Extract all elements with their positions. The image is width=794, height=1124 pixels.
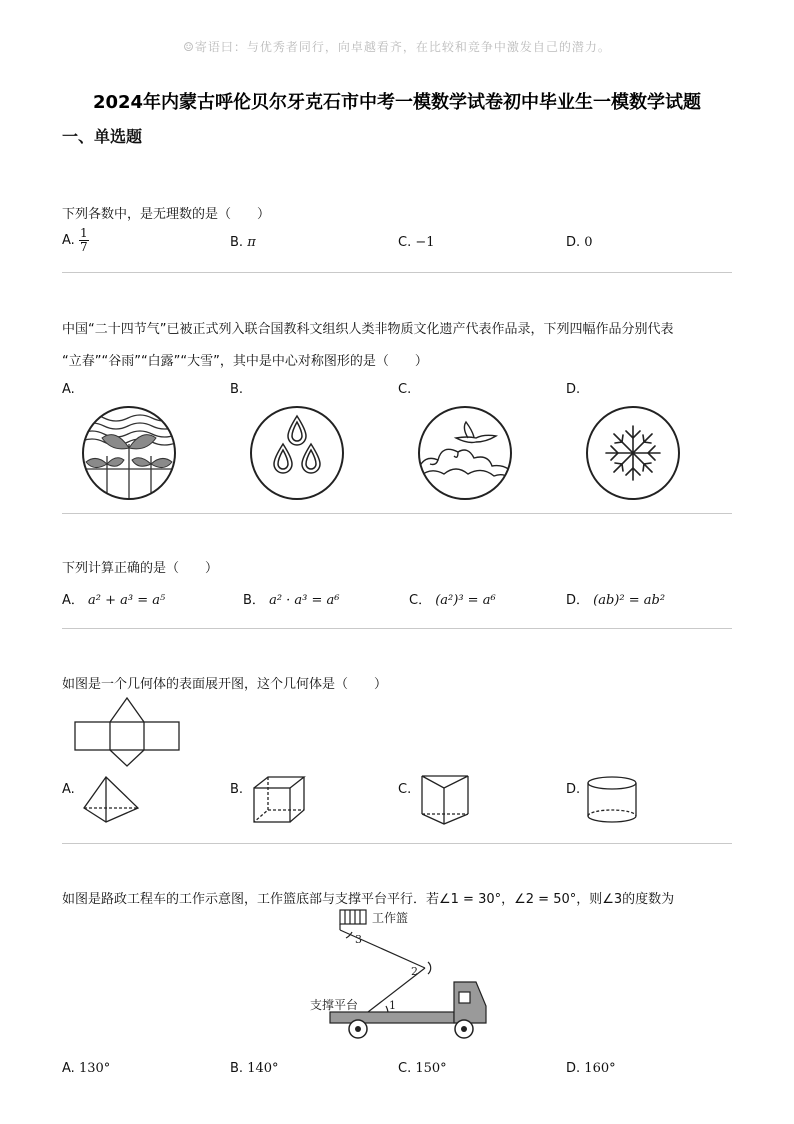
q1-option-a-label: A. [62,233,75,248]
q4-stem: 如图是一个几何体的表面展开图，这个几何体是（ ） [62,677,388,692]
label-platform: 支撑平台 [310,998,359,1012]
divider [62,513,732,514]
pyramid-icon[interactable] [80,774,144,828]
q5-option-c-label: C. [398,1061,412,1076]
q5-option-d-label: D. [566,1061,581,1076]
q5-option-a-value: 130° [78,1061,111,1076]
q1-option-c[interactable] [398,235,435,250]
q1-option-d-value: 0 [584,235,593,250]
q3-option-c-label: C． [409,593,432,608]
q1-option-a-fraction [79,227,89,254]
q2-option-c-label[interactable]: C. [398,382,412,397]
q5-option-c[interactable] [398,1061,447,1076]
q2-stem-line2: “立春”“谷雨”“白露”“大雪”，其中是中心对称图形的是（ ） [62,354,428,369]
q1-option-a[interactable] [62,227,89,254]
q3-option-b-label: B． [243,593,265,608]
q3-option-c[interactable] [409,589,496,608]
q3-option-c-expr: (a²)³ = a⁶ [435,593,496,608]
divider [62,272,732,273]
q3-option-d-expr: (ab)² = ab² [593,593,666,608]
q1-option-b-value: π [247,235,256,250]
label-basket: 工作篮 [372,911,409,925]
q2-stem-line1: 中国“二十四节气”已被正式列入联合国教科文组织人类非物质文化遗产代表作品录，下列四幅作品分别代表 [62,322,674,337]
q5-option-b-label: B. [230,1061,244,1076]
label-angle-2: 2 [411,965,418,978]
label-angle-3: 3 [355,933,362,946]
divider [62,628,732,629]
q1-option-b[interactable] [230,235,256,250]
q5-option-d[interactable] [566,1061,616,1076]
engineering-truck-diagram [300,906,500,1048]
q2-option-d-label[interactable]: D. [566,382,581,397]
cylinder-icon[interactable] [584,774,640,826]
q3-option-d-label: D． [566,593,590,608]
q5-option-d-value: 160° [584,1061,616,1076]
net-diagram [70,694,190,768]
q3-option-a-label: A． [62,593,84,608]
label-angle-1: 1 [389,999,396,1012]
cube-icon[interactable] [250,774,308,826]
q4-option-b-label[interactable]: B. [230,782,244,797]
q3-stem: 下列计算正确的是（ ） [62,561,219,576]
q3-option-b-expr: a² · a³ = a⁶ [269,593,340,608]
q2-option-a-label[interactable]: A. [62,382,75,397]
q3-option-b[interactable] [243,589,340,608]
q5-stem: 如图是路政工程车的工作示意图，工作篮底部与支撑平台平行．若∠1 = 30°，∠2 = 50°，则∠3的度数为 [62,892,675,907]
q4-option-c-label[interactable]: C. [398,782,412,797]
q1-option-a-denominator: 7 [79,240,88,254]
white-dew-bird-cloud-icon[interactable] [416,404,514,502]
q4-option-d-label[interactable]: D. [566,782,581,797]
q4-option-a-label[interactable]: A. [62,782,75,797]
q1-option-c-label: C. [398,235,412,250]
q3-option-d[interactable] [566,589,665,608]
page-title: 2024年内蒙古呼伦贝尔牙克石市中考一模数学试卷初中毕业生一模数学试题 [92,92,702,113]
q5-option-a-label: A. [62,1061,75,1076]
q1-option-b-label: B. [230,235,244,250]
page-motto: ☺寄语曰：与优秀者同行，向卓越看齐，在比较和竞争中激发自己的潜力。 [183,40,611,54]
grain-rain-drops-icon[interactable] [248,404,346,502]
q3-option-a[interactable] [62,589,165,608]
q1-option-d[interactable] [566,235,593,250]
divider [62,843,732,844]
q1-option-c-value: −1 [415,235,435,250]
q5-option-c-value: 150° [415,1061,447,1076]
heavy-snow-snowflake-icon[interactable] [584,404,682,502]
q1-option-d-label: D. [566,235,581,250]
q5-option-b[interactable] [230,1061,279,1076]
q1-option-a-numerator: 1 [79,226,88,240]
q2-option-b-label[interactable]: B. [230,382,244,397]
triangular-prism-icon[interactable] [418,772,472,828]
q1-stem: 下列各数中，是无理数的是（ ） [62,207,271,222]
spring-sprout-icon[interactable] [80,404,178,502]
q5-option-b-value: 140° [247,1061,279,1076]
q5-option-a[interactable] [62,1061,110,1076]
q3-option-a-expr: a² + a³ = a⁵ [88,593,166,608]
section-heading: 一、单选题 [62,127,143,146]
